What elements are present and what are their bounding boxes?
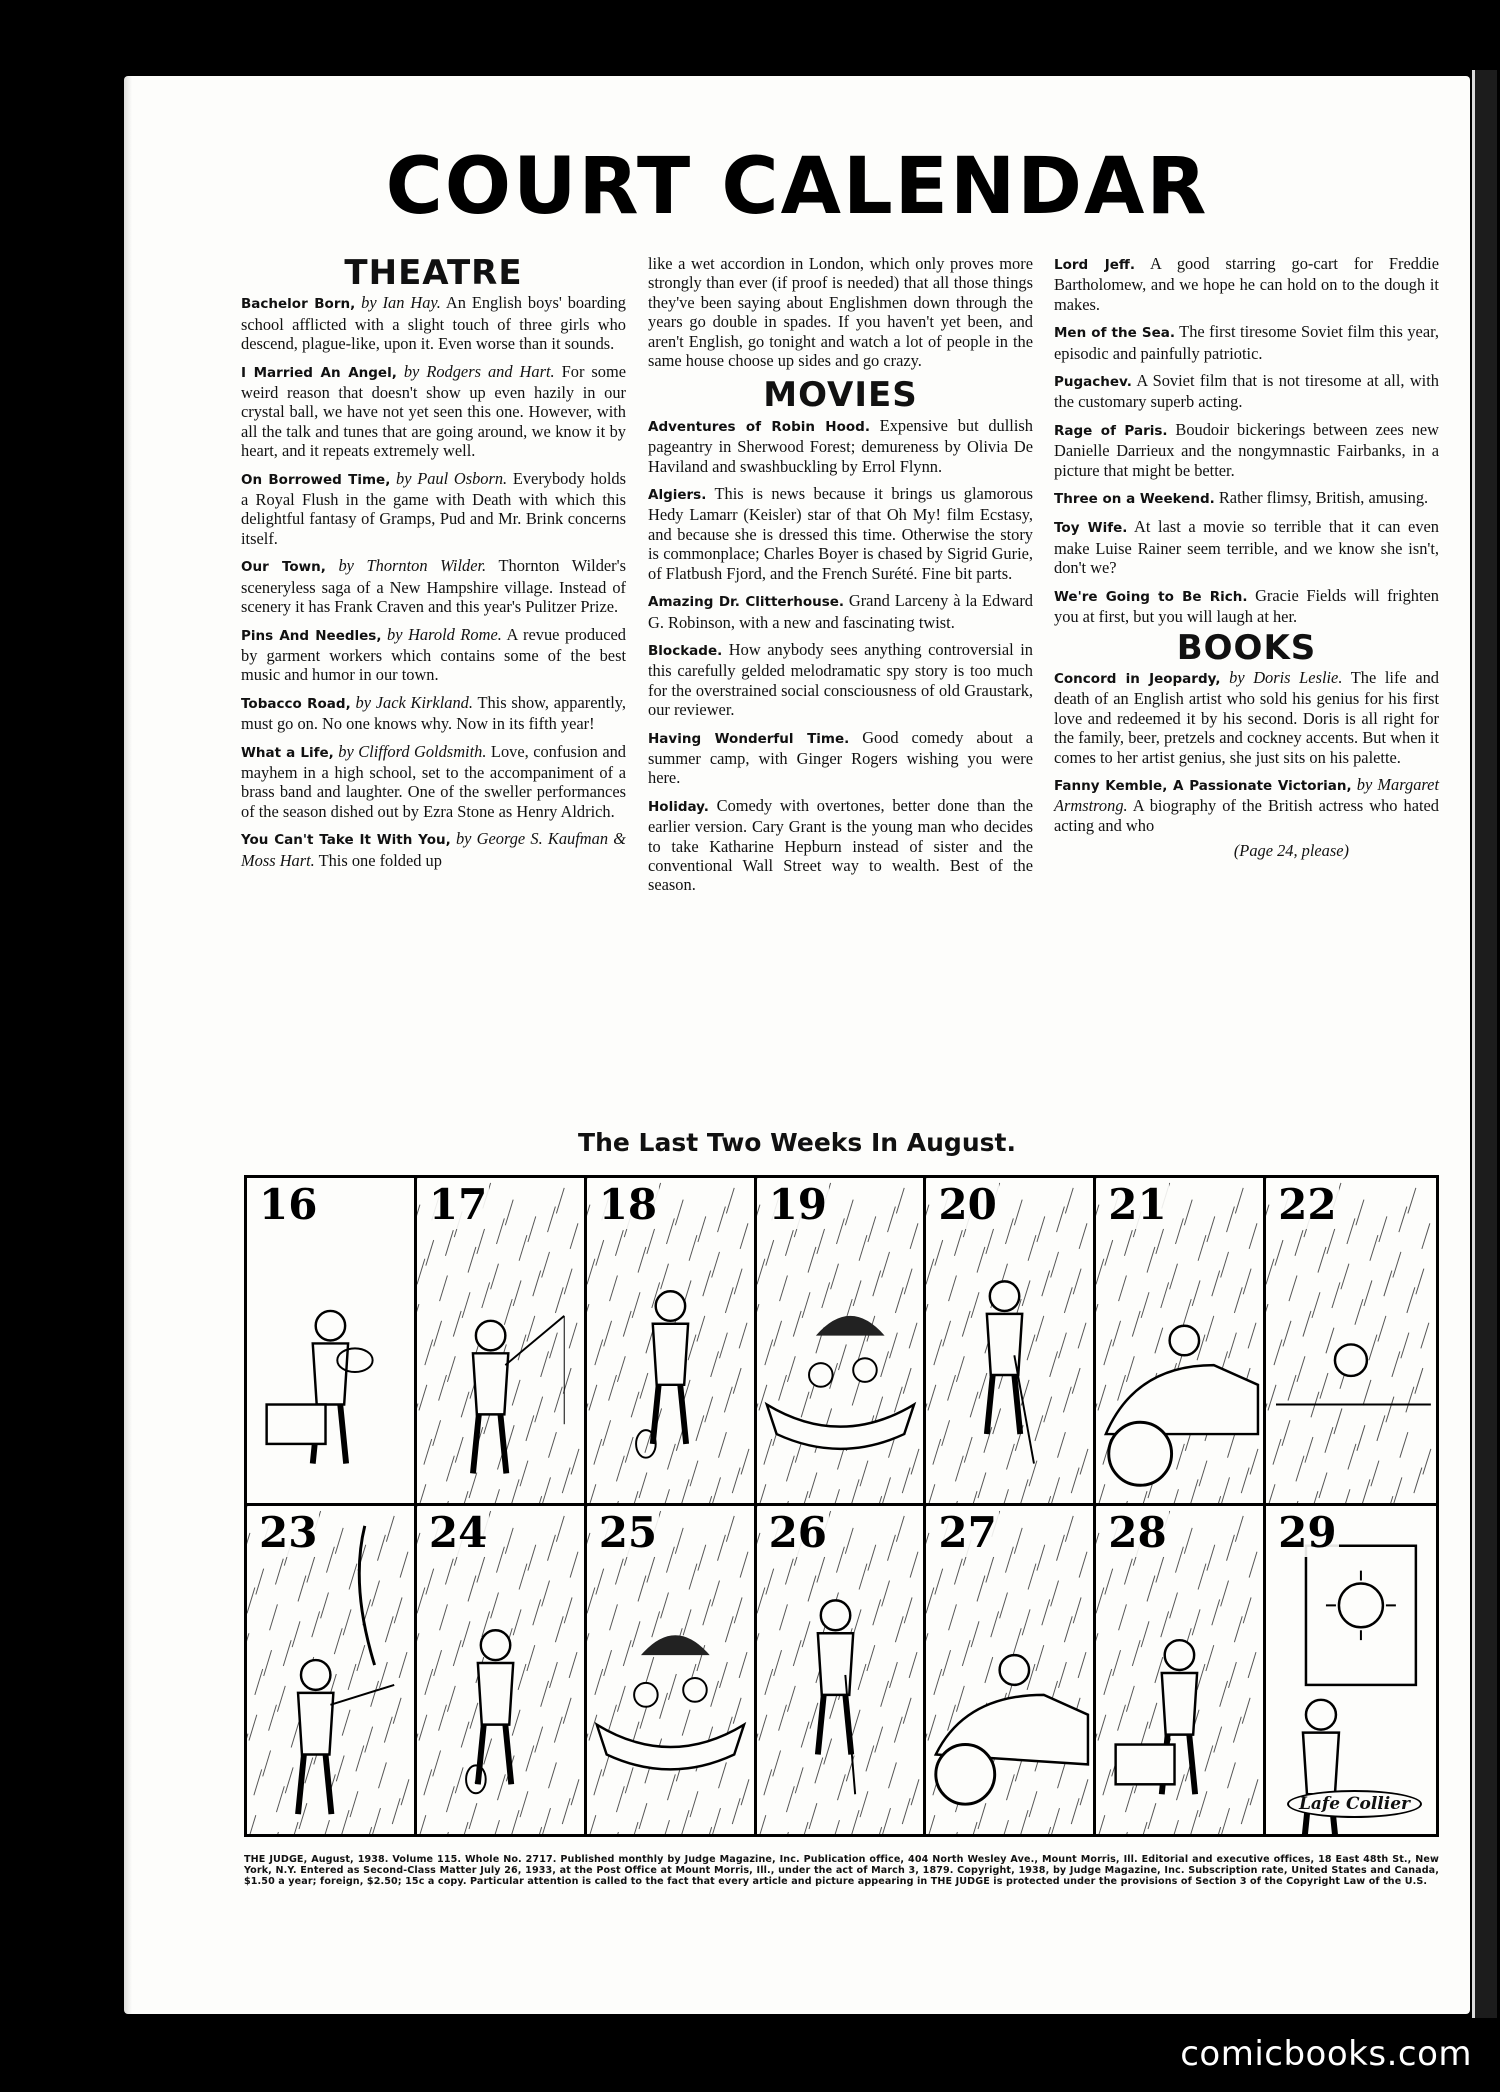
review-title: Holiday. <box>648 798 709 815</box>
review-title: Tobacco Road, <box>241 695 351 712</box>
review-text: Rather flimsy, British, amusing. <box>1214 488 1429 508</box>
review-text: Expensive but dullish pageantry in Sherwood Forest; demureness by Olivia De Haviland and swashbuckling by Errol Flynn. <box>648 415 1033 476</box>
review-entry <box>241 556 626 616</box>
review-title: Algiers. <box>648 487 707 504</box>
day-number: 19 <box>768 1180 828 1229</box>
review-text: Comedy with overtones, better done than the earlier version. Cary Grant is the young man who decides to take Katharine Hepburn instead of sister and the conventional Wall Street way to wealth. Best of the season. <box>648 795 1033 895</box>
day-number: 17 <box>428 1180 488 1229</box>
review-title: You Can't Take It With You, <box>241 832 451 849</box>
calendar-day-cell <box>587 1506 757 1834</box>
review-entry <box>1054 322 1439 363</box>
calendar-day-cell <box>247 1178 417 1506</box>
review-title: Fanny Kemble, A Passionate Victorian, <box>1054 777 1352 794</box>
calendar-day-cell <box>926 1178 1096 1506</box>
review-author: by Rodgers and Hart. <box>403 361 555 381</box>
review-author: by Ian Hay. <box>361 293 441 313</box>
review-text: Love, confusion and mayhem in a high school, set to the accompaniment of a brass band and laughter. One of the sweller performances of the season dished out by Ezra Stone as Henry Aldrich. <box>241 741 626 821</box>
calendar-title: The Last Two Weeks In August. <box>578 1128 1016 1157</box>
review-title: Three on a Weekend. <box>1054 491 1215 508</box>
artist-signature: Lafe Collier <box>1287 1790 1422 1818</box>
day-number: 23 <box>259 1508 318 1557</box>
review-author: by Paul Osborn. <box>396 468 508 488</box>
review-text: Thornton Wilder's sceneryless saga of a New Hampshire village. Instead of scenery it has Frank Craven and this year's Pulitzer Prize. <box>241 556 626 617</box>
review-title: Having Wonderful Time. <box>648 730 850 747</box>
review-entry <box>648 796 1033 895</box>
movies-entries-continued <box>1054 254 1439 627</box>
review-entry <box>241 693 626 734</box>
review-text: An English boys' boarding school afflicted with a slight touch of three girls who descend, plague-like, upon it. Even worse than it sounds. <box>241 293 626 354</box>
review-entry <box>648 640 1033 720</box>
review-title: Pins And Needles, <box>241 627 382 644</box>
review-text: A Soviet film that is not tiresome at all, with the customary superb acting. <box>1054 371 1439 412</box>
review-text: A good starring go-cart for Freddie Bartholomew, and we hope he can hold on to the dough it makes. <box>1054 254 1439 314</box>
review-text: For some weird reason that doesn't show up even hazily in our crystal ball, we have not yet seen this one. However, with all the talk and tunes that are going around, we know it by heart, and it repeats extremely well. <box>241 361 626 461</box>
review-entry <box>241 625 626 685</box>
review-title: Lord Jeff. <box>1054 257 1135 273</box>
review-title: Blockade. <box>648 642 723 659</box>
day-number: 16 <box>259 1180 318 1229</box>
review-entry <box>241 362 626 461</box>
review-title: Our Town, <box>241 559 326 576</box>
day-number: 25 <box>598 1508 658 1557</box>
review-title: Concord in Jeopardy, <box>1054 670 1221 687</box>
review-text: The life and death of an English artist who sold his genius for his first love and redeemed it by his second. Doris is all right for the family, beer, pretzels and cockney accents. But when it comes to her artist genius, she just sits on his palette. <box>1054 667 1439 767</box>
review-title: Bachelor Born, <box>241 296 356 313</box>
movies-entries <box>648 416 1033 895</box>
review-entry <box>241 829 626 870</box>
review-title: Men of the Sea. <box>1054 325 1175 342</box>
review-entry <box>241 469 626 549</box>
review-title: Toy Wife. <box>1054 520 1128 537</box>
review-title: What a Life, <box>241 744 334 761</box>
review-text: Boudoir bickerings between zees new Danielle Darrieux and the nongymnastic Fairbanks, in a picture that might be better. <box>1054 419 1439 480</box>
review-text: The first tiresome Soviet film this year, episodic and painfully patriotic. <box>1054 322 1439 363</box>
day-number: 26 <box>768 1508 828 1557</box>
page-edge-shadow <box>124 76 132 2014</box>
column-3 <box>1054 254 1439 861</box>
review-title: Amazing Dr. Clitterhouse. <box>648 594 845 611</box>
calendar-day-cell <box>1266 1506 1436 1834</box>
day-number: 20 <box>938 1180 997 1229</box>
review-entry <box>648 416 1033 476</box>
magazine-page <box>124 76 1470 2014</box>
review-entry <box>241 742 626 822</box>
facing-page-edge <box>1472 70 1497 2018</box>
review-author: by Jack Kirkland. <box>355 692 473 712</box>
section-heading-theatre: THEATRE <box>344 253 523 293</box>
review-author: by Clifford Goldsmith. <box>338 741 487 761</box>
review-entry <box>1054 775 1439 835</box>
review-text: Gracie Fields will frighten you at first, but you will laugh at her. <box>1054 585 1439 627</box>
review-entry <box>648 728 1033 788</box>
review-entry <box>1054 586 1439 627</box>
calendar-day-cell <box>757 1178 927 1506</box>
day-number: 28 <box>1108 1508 1167 1557</box>
theatre-entries <box>241 293 626 870</box>
section-heading-movies: MOVIES <box>763 375 918 416</box>
review-title: We're Going to Be Rich. <box>1054 588 1248 605</box>
review-entry <box>1054 254 1439 314</box>
review-text: Good comedy about a summer camp, with Ginger Rogers wishing you were here. <box>648 727 1033 788</box>
day-number: 21 <box>1108 1180 1167 1229</box>
review-entry <box>648 591 1033 632</box>
calendar-grid <box>244 1175 1439 1837</box>
review-entry <box>1054 517 1439 577</box>
review-entry <box>648 484 1033 583</box>
calendar-day-cell <box>926 1506 1096 1834</box>
review-author: by Doris Leslie. <box>1229 667 1343 687</box>
calendar-day-cell <box>247 1506 417 1834</box>
day-number: 18 <box>598 1180 658 1229</box>
review-text: This show, apparently, must go on. No one knows why. Now in its fifth year! <box>241 692 626 734</box>
review-text: This is news because it brings us glamorous Hedy Lamarr (Keisler) star of that Oh My! film Ecstasy, and because she is dressed this time. Otherwise the story is commonplace; Charles Boyer is chased by Sigrid Gurie, of Flatbush Fjord, and the French Surété. Fine bit parts. <box>648 484 1033 583</box>
review-author: by George S. Kaufman & Moss Hart. <box>241 829 626 870</box>
calendar-day-cell <box>1096 1178 1266 1506</box>
calendar-day-cell <box>1096 1506 1266 1834</box>
day-number: 24 <box>428 1508 488 1557</box>
review-text: Everybody holds a Royal Flush in the game with Death with which this delightful fantasy of Gramps, Pud and Mr. Brink concerns itself. <box>241 468 626 548</box>
review-entry <box>1054 420 1439 480</box>
review-entry <box>1054 371 1439 412</box>
review-title: Adventures of Robin Hood. <box>648 418 870 435</box>
day-number: 27 <box>938 1508 997 1557</box>
review-text: Grand Larceny à la Edward G. Robinson, with a new and fascinating twist. <box>648 591 1033 632</box>
review-text: How anybody sees anything controversial in this carefully gelded melodramatic spy story is too much for the overstrained social consciousness of old Graustark, our reviewer. <box>648 639 1033 720</box>
page-title: COURT CALENDAR <box>385 142 1209 232</box>
publication-imprint: THE JUDGE, August, 1938. Volume 115. Whole No. 2717. Published monthly by Judge Magazine, Inc. Publication office, 404 North Wesley Ave., Mount Morris, Ill. Editorial and executive offices, 18 East 48th St., New York, N.Y. Entered as Second-Class Matter July 26, 1933, at the Post Office at Mount Morris, Ill., under the act of March 3, 1879. Copyright, 1938, by Judge Magazine, Inc. Subscription rate, United States and Canada, $1.50 a year; foreign, $2.50; 15c a copy. Particular attention is called to the fact that every article and picture appearing in THE JUDGE is protected under the provisions of Section 3 of the Copyright Law of the U.S. <box>244 1854 1439 1887</box>
site-watermark: comicbooks.com <box>1180 2034 1472 2074</box>
calendar-day-cell <box>757 1506 927 1834</box>
books-entries <box>1054 668 1439 835</box>
day-number: 29 <box>1278 1508 1337 1557</box>
review-author: by Harold Rome. <box>387 624 502 644</box>
column-2 <box>648 254 1033 903</box>
day-number: 22 <box>1278 1180 1337 1229</box>
continued-note: (Page 24, please) <box>1233 841 1349 861</box>
theatre-continuation: like a wet accordion in London, which only proves more strongly than ever (if proof is needed) that all those things they've been saying about Englishmen down through the years go double in spades. If you haven't yet been, and aren't English, go tonight and watch a lot of people in the same house choose up sides and go crazy. <box>648 254 1033 371</box>
section-heading-books: BOOKS <box>1176 627 1317 668</box>
review-entry <box>1054 668 1439 767</box>
review-author: by Thornton Wilder. <box>338 556 487 576</box>
review-author: by Margaret Armstrong. <box>1054 774 1439 816</box>
calendar-day-cell <box>417 1506 587 1834</box>
column-1 <box>241 254 626 878</box>
review-entry <box>241 293 626 353</box>
calendar-day-cell <box>1266 1178 1436 1506</box>
calendar-day-cell <box>587 1178 757 1506</box>
review-title: Pugachev. <box>1054 374 1132 391</box>
review-title: Rage of Paris. <box>1054 422 1168 439</box>
review-text: A biography of the British actress who hated acting and who <box>1054 796 1439 835</box>
review-entry <box>1054 488 1439 509</box>
calendar-day-cell <box>417 1178 587 1506</box>
review-text: A revue produced by garment workers which contains some of the best music and humor in our town. <box>241 624 626 685</box>
review-title: On Borrowed Time, <box>241 471 391 488</box>
review-text: This one folded up <box>314 850 442 870</box>
review-title: I Married An Angel, <box>241 364 397 381</box>
review-text: At last a movie so terrible that it can even make Luise Rainer seem terrible, and we know she isn't, don't we? <box>1054 517 1439 578</box>
